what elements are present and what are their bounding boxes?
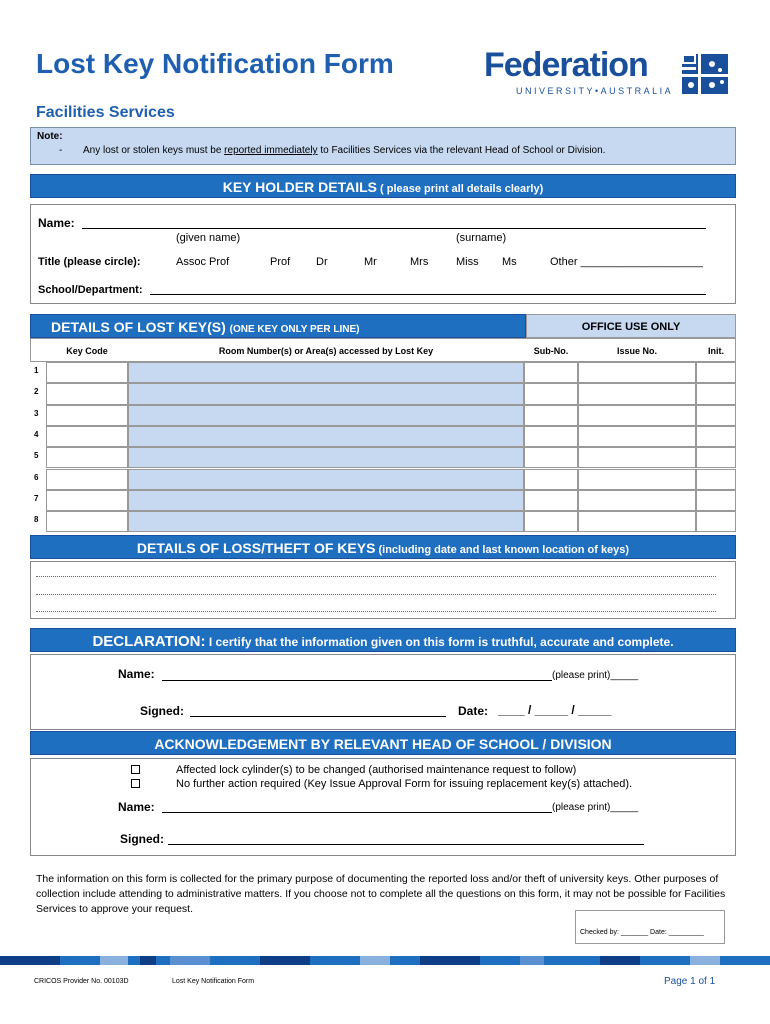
key-holder-bar — [30, 174, 736, 198]
title-option-other[interactable]: Other ____________________ — [550, 256, 703, 268]
ack-name-field[interactable] — [162, 812, 552, 813]
school-field[interactable] — [150, 294, 706, 295]
key-code-cell[interactable] — [46, 447, 128, 468]
acknowledgement-heading: ACKNOWLEDGEMENT BY RELEVANT HEAD OF SCHOOL / DIVISION — [154, 736, 612, 752]
row-number: 8 — [34, 515, 39, 525]
col-sub-no: Sub-No. — [533, 346, 569, 356]
note-text-after: to Facilities Services via the relevant Head of School or Division. — [317, 145, 606, 156]
title-option-ms[interactable]: Ms — [502, 256, 517, 268]
loss-theft-line-1[interactable] — [36, 576, 716, 577]
init-cell[interactable] — [696, 405, 736, 426]
init-cell[interactable] — [696, 490, 736, 511]
row-number: 6 — [34, 472, 39, 482]
row-number: 3 — [34, 408, 39, 418]
given-name-label: (given name) — [176, 232, 241, 244]
declaration-box — [30, 654, 736, 730]
room-cell[interactable] — [128, 447, 524, 468]
surname-label: (surname) — [456, 232, 507, 244]
issue-no-cell[interactable] — [578, 383, 696, 404]
key-holder-heading: KEY HOLDER DETAILS — [222, 179, 377, 195]
issue-no-cell[interactable] — [578, 511, 696, 532]
declaration-statement: I certify that the information given on this form is truthful, accurate and complete. — [205, 635, 674, 649]
col-issue-no: Issue No. — [616, 346, 657, 356]
declaration-name-field[interactable] — [162, 680, 552, 681]
room-cell[interactable] — [128, 362, 524, 383]
key-code-cell[interactable] — [46, 426, 128, 447]
col-room: Room Number(s) or Area(s) accessed by Lost Key — [218, 346, 434, 356]
sub-no-cell[interactable] — [524, 362, 578, 383]
declaration-name-label: Name: — [118, 667, 155, 681]
checkbox-no-action[interactable] — [131, 779, 140, 788]
loss-theft-heading: DETAILS OF LOSS/THEFT OF KEYS — [136, 540, 376, 556]
declaration-please-print: (please print)_____ — [552, 670, 639, 681]
room-cell[interactable] — [128, 511, 524, 532]
page-subtitle: Facilities Services — [36, 104, 175, 121]
declaration-heading: DECLARATION: — [92, 633, 206, 650]
note-label: Note: — [37, 131, 63, 142]
key-code-cell[interactable] — [46, 490, 128, 511]
init-cell[interactable] — [696, 469, 736, 490]
note-dash: - — [59, 145, 63, 156]
sub-no-cell[interactable] — [524, 405, 578, 426]
room-cell[interactable] — [128, 405, 524, 426]
row-number: 5 — [34, 451, 39, 461]
school-label: School/Department: — [38, 284, 143, 296]
footer-cricos: CRICOS Provider No. 00103D — [34, 978, 129, 985]
issue-no-cell[interactable] — [578, 362, 696, 383]
option-lock-change: Affected lock cylinder(s) to be changed (authorised maintenance request to follow) — [176, 764, 577, 776]
note-text-underlined: reported immediately — [224, 145, 318, 156]
issue-no-cell[interactable] — [578, 426, 696, 447]
loss-theft-heading-note: (including date and last known location of keys) — [375, 544, 630, 556]
title-option-assoc-prof[interactable]: Assoc Prof — [176, 256, 230, 268]
init-cell[interactable] — [696, 447, 736, 468]
note-box — [30, 127, 736, 165]
init-cell[interactable] — [696, 383, 736, 404]
row-number: 1 — [34, 366, 39, 375]
col-init: Init. — [708, 346, 724, 356]
room-cell[interactable] — [128, 490, 524, 511]
declaration-signed-label: Signed: — [140, 704, 184, 718]
sub-no-cell[interactable] — [524, 469, 578, 490]
key-code-cell[interactable] — [46, 383, 128, 404]
checked-by-box: Checked by: _______ Date: _________ — [575, 910, 725, 944]
init-cell[interactable] — [696, 362, 736, 383]
checkbox-lock-change[interactable] — [131, 765, 140, 774]
sub-no-cell[interactable] — [524, 490, 578, 511]
name-field[interactable] — [82, 228, 706, 229]
key-holder-heading-note: ( please print all details clearly) — [376, 183, 544, 195]
flag-icon — [682, 54, 728, 94]
title-label: Title (please circle): — [38, 256, 141, 268]
ack-please-print: (please print)_____ — [552, 802, 639, 813]
page-title: Lost Key Notification Form — [36, 48, 394, 79]
loss-theft-line-3[interactable] — [36, 611, 716, 612]
note-text-before: Any lost or stolen keys must be — [83, 145, 225, 156]
title-option-dr[interactable]: Dr — [316, 256, 328, 268]
key-code-cell[interactable] — [46, 469, 128, 490]
sub-no-cell[interactable] — [524, 511, 578, 532]
loss-theft-line-2[interactable] — [36, 594, 716, 595]
row-number: 2 — [34, 387, 39, 397]
footer-page: Page 1 of 1 — [664, 976, 716, 987]
loss-theft-bar — [30, 535, 736, 559]
option-no-action: No further action required (Key Issue Approval Form for issuing replacement key(s) attached). — [176, 778, 633, 790]
logo-wordmark: Federation — [484, 46, 648, 84]
init-cell[interactable] — [696, 511, 736, 532]
declaration-bar — [30, 628, 736, 652]
issue-no-cell[interactable] — [578, 405, 696, 426]
federation-logo — [484, 46, 736, 98]
lost-keys-bar — [30, 314, 526, 338]
sub-no-cell[interactable] — [524, 447, 578, 468]
declaration-date-label: Date: — [458, 704, 489, 718]
key-code-cell[interactable] — [46, 511, 128, 532]
room-cell[interactable] — [128, 469, 524, 490]
footer-form-name: Lost Key Notification Form — [172, 978, 255, 985]
key-code-cell[interactable] — [46, 405, 128, 426]
title-option-mrs[interactable]: Mrs — [410, 256, 429, 268]
declaration-date-field[interactable]: ____ / _____ / _____ — [498, 703, 612, 717]
title-option-prof[interactable]: Prof — [270, 256, 291, 268]
col-key-code: Key Code — [66, 346, 108, 356]
acknowledgement-bar — [30, 731, 736, 755]
office-use-header: OFFICE USE ONLY — [526, 314, 736, 338]
logo-subtitle: UNIVERSITY•AUSTRALIA — [516, 86, 674, 96]
declaration-signature-field[interactable] — [190, 716, 446, 717]
lost-keys-heading: DETAILS OF LOST KEY(S) — [51, 319, 226, 335]
issue-no-cell[interactable] — [578, 490, 696, 511]
title-option-miss[interactable]: Miss — [456, 256, 479, 268]
issue-no-cell[interactable] — [578, 447, 696, 468]
privacy-statement: The information on this form is collected for the primary purpose of documenting the reported loss and/or theft of university keys. Other purposes of collection include attending to administrative matters. If you choose not to complete all the questions on this form, it may not be possible for Facilities Services to approve your request. — [36, 873, 726, 915]
init-cell[interactable] — [696, 426, 736, 447]
ack-signed-label: Signed: — [120, 832, 164, 846]
key-code-cell[interactable] — [46, 362, 128, 383]
title-option-mr[interactable]: Mr — [364, 256, 377, 268]
ack-name-label: Name: — [118, 800, 155, 814]
sub-no-cell[interactable] — [524, 426, 578, 447]
row-number: 7 — [34, 493, 39, 503]
footer-stripe — [0, 956, 770, 965]
room-cell[interactable] — [128, 426, 524, 447]
lost-keys-heading-note: (ONE KEY ONLY PER LINE) — [229, 324, 360, 335]
sub-no-cell[interactable] — [524, 383, 578, 404]
row-number: 4 — [34, 429, 39, 439]
note-text — [83, 145, 605, 156]
name-label: Name: — [38, 216, 75, 230]
room-cell[interactable] — [128, 383, 524, 404]
issue-no-cell[interactable] — [578, 469, 696, 490]
ack-signature-field[interactable] — [168, 844, 644, 845]
